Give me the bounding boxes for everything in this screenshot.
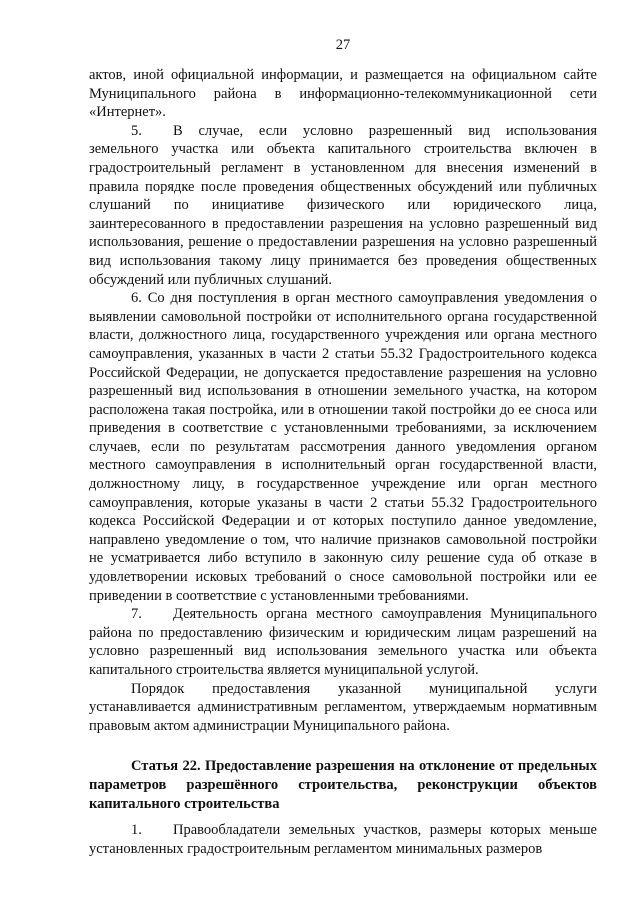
paragraph-text: Правообладатели земельных участков, размеры которых меньше установленных градостроительным регламентом минимальных размеров [89,822,597,857]
paragraph-text: 6. Со дня поступления в орган местного самоуправления уведомления о выявлении самовольной постройки от исполнительного органа государственной власти, должностного лица, государственного учреждения или органа местного самоуправления, указанных в части 2 статьи 55.32 Градостроительного кодекса Российской Федерации, не допускается предоставление разрешения на условно разрешенный вид использования в отношении земельного участка, на котором расположена такая постройка, или в отношении такой постройки до ее сноса или приведения в соответствие с установленными требованиями, за исключением случаев, если по результатам рассмотрения данного уведомления органом местного самоуправления в исполнительный орган государственной власти, должностному лицу, в государственное учреждение или орган местного самоуправления, которые указаны в части 2 статьи 55.32 Градостроительного кодекса Российской Федерации и от которых поступило данное уведомление, направлено уведомление о том, что наличие признаков самовольной постройки не усматривается либо вступило в законную силу решение суда об отказе в удовлетворении исковых требований о сносе самовольной постройки или ее приведении в соответствие с установленными требованиями. [89,290,597,604]
paragraph-5 [89,122,597,289]
paragraph-text: актов, иной официальной информации, и размещается на официальном сайте Муниципального района в информационно-телекоммуникационной сети «Интернет». [89,67,597,121]
document-page [89,36,597,858]
paragraph-number: 7. [131,606,142,623]
paragraph-7 [89,605,597,679]
paragraph-article-22-1 [89,821,597,858]
page-number: 27 [335,37,351,53]
paragraph-number: 1. [131,822,142,839]
paragraph-procedure [89,680,597,736]
article-heading: Статья 22. Предоставление разрешения на отклонение от предельных параметров разрешённого строительства, реконструкции объектов капитального строительства [89,758,597,812]
paragraph-text: Порядок предоставления указанной муниципальной услуги устанавливается административным регламентом, утверждаемым нормативным правовым актом администрации Муниципального района. [89,680,597,734]
paragraph-continuation [89,66,597,122]
paragraph-number: 5. [131,122,142,139]
paragraph-6 [89,289,597,605]
paragraph-text: Деятельность органа местного самоуправления Муниципального района по предоставлению физическим и юридическим лицам разрешений на условно разрешенный вид использования земельного участка или объекта капитального строительства является муниципальной услугой. [89,606,597,678]
paragraph-text: В случае, если условно разрешенный вид использования земельного участка или объекта капитального строительства включен в градостроительный регламент в установленном для внесения изменений в правила порядке после проведения общественных обсуждений или публичных слушаний по инициативе физического или юридического лица, заинтересованного в предоставлении разрешения на условно разрешенный вид использования, решение о предоставлении разрешения на условно разрешенный вид использования такому лицу принимается без проведения общественных обсуждений или публичных слушаний. [89,122,597,288]
